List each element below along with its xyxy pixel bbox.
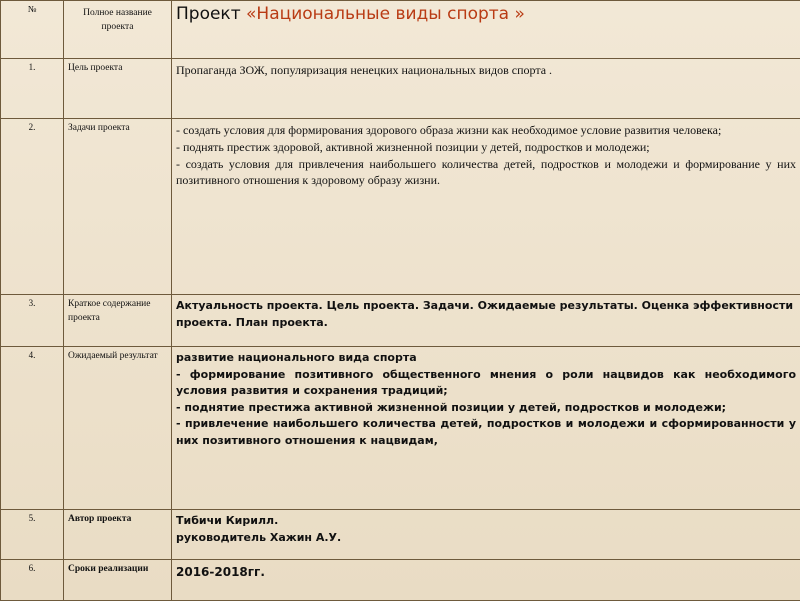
row-label-author: Автор проекта xyxy=(64,510,172,560)
task-item: - создать условия для привлечения наибольшего количества детей, подростков и молодежи и формирование у них позитивного отношения к здоровому образу жизни. xyxy=(176,156,796,190)
table-row-author xyxy=(1,510,800,560)
result-content xyxy=(172,347,800,510)
row-num: 5. xyxy=(1,510,64,560)
result-item: развитие национального вида спорта xyxy=(176,350,796,367)
author-content xyxy=(172,510,800,560)
row-num: 6. xyxy=(1,560,64,601)
summary-content: Актуальность проекта. Цель проекта. Задачи. Ожидаемые результаты. Оценка эффективности проекта. План проекта. xyxy=(172,295,800,347)
author-name: Тибичи Кирилл. xyxy=(176,513,796,530)
header-num: № xyxy=(1,1,64,59)
table-row-goal xyxy=(1,59,800,119)
header-name-label: Полное название проекта xyxy=(64,1,172,59)
row-num: 2. xyxy=(1,119,64,295)
table-row-tasks xyxy=(1,119,800,295)
task-item: - создать условия для формирования здорового образа жизни как необходимое условие развития человека; xyxy=(176,122,796,139)
result-item: - поднятие престижа активной жизненной позиции у детей, подростков и молодежи; xyxy=(176,400,796,417)
row-num: 3. xyxy=(1,295,64,347)
row-label-tasks: Задачи проекта xyxy=(64,119,172,295)
result-item: - формирование позитивного общественного мнения о роли нацвидов как необходимого условия развития и сохранения традиций; xyxy=(176,367,796,400)
result-item: - привлечение наибольшего количества детей, подростков и молодежи и сформированности у них позитивного отношения к нацвидам, xyxy=(176,416,796,449)
table-row-summary xyxy=(1,295,800,347)
row-label-goal: Цель проекта xyxy=(64,59,172,119)
page-title xyxy=(172,1,800,59)
row-num: 1. xyxy=(1,59,64,119)
table-row-result xyxy=(1,347,800,510)
goal-content: Пропаганда ЗОЖ, популяризация ненецких национальных видов спорта . xyxy=(172,59,800,119)
task-item: - поднять престиж здоровой, активной жизненной позиции у детей, подростков и молодежи; xyxy=(176,139,796,156)
supervisor-name: руководитель Хажин А.У. xyxy=(176,530,796,547)
row-num: 4. xyxy=(1,347,64,510)
table-row-timeline xyxy=(1,560,800,601)
row-label-result: Ожидаемый результат xyxy=(64,347,172,510)
title-prefix: Проект xyxy=(176,4,246,24)
title-project-name: «Национальные виды спорта » xyxy=(246,4,525,24)
table-row-header xyxy=(1,1,800,59)
row-label-timeline: Сроки реализации xyxy=(64,560,172,601)
timeline-content: 2016-2018гг. xyxy=(172,560,800,601)
tasks-content xyxy=(172,119,800,295)
row-label-summary: Краткое содержание проекта xyxy=(64,295,172,347)
